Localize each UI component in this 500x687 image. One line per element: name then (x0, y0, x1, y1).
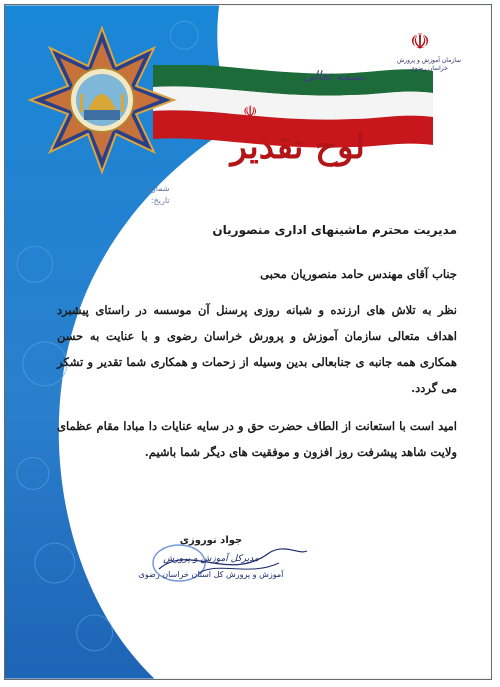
basmala: بسمه تعالی (303, 69, 366, 84)
certificate-title: لوح تقدیر (230, 127, 365, 167)
svg-text:☫: ☫ (243, 102, 258, 121)
number-date-block (145, 183, 170, 207)
salutation: جناب آقای مهندس حامد منصوریان محبی (260, 267, 457, 281)
header-organization: سازمان آموزش و پرورش خراسان رضوی (396, 57, 462, 72)
body-paragraph-1: نظر به تلاش های ارزنده و شبانه روزی پرسنل آن موسسه در راستای پیشبرد اهداف متعالی سازمان آموزش و پرورش خراسان رضوی و با عنایت به حسن همکاری همه جانبه ی جنابعالی بدین وسیله از زحمات و همکاری شما تقدیر و تشکر می گردد. (57, 303, 457, 395)
paper-area (5, 5, 491, 679)
number-label: شماره: (145, 184, 170, 193)
signer-name: جواد نوروزی (179, 535, 243, 546)
certificate-body (57, 261, 457, 465)
svg-text:☫: ☫ (410, 30, 430, 55)
iran-emblem-icon (405, 27, 435, 55)
signature-block (131, 535, 291, 579)
signer-title: مدیرکل آموزش و پرورش (163, 554, 259, 564)
signer-organization: آموزش و پرورش کل استان خراسان رضوی (138, 570, 284, 579)
body-paragraph-2: امید است با استعانت از الطاف حضرت حق و در سایه عنایات دا مبادا مقام عظمای ولایت شاهد پیشرفت روز افزون و موفقیت های دیگر شما باشیم. (57, 419, 457, 459)
certificate-frame (4, 4, 492, 680)
date-label: تاریخ: (150, 196, 170, 205)
recipient-organization: مدیریت محترم ماشینهای اداری منصوریان (212, 223, 457, 237)
